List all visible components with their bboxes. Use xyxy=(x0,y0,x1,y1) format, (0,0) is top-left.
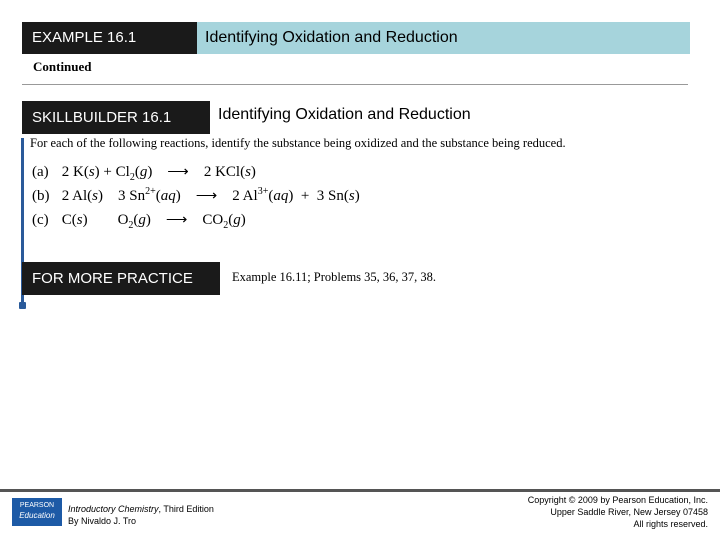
book-author: By Nivaldo J. Tro xyxy=(68,516,137,526)
pearson-logo xyxy=(12,498,62,526)
example-label: EXAMPLE 16.1 xyxy=(22,22,197,54)
reaction-a-label: (a) xyxy=(32,164,49,180)
logo-line1: PEARSON xyxy=(19,502,55,509)
copyright xyxy=(528,494,708,530)
book-edition: , Third Edition xyxy=(158,504,214,514)
skillbuilder-instruction: For each of the following reactions, identify the substance being oxidized and the substance being reduced. xyxy=(30,136,566,150)
book-title: Introductory Chemistry xyxy=(68,504,159,514)
reaction-c-label: (c) xyxy=(32,212,49,228)
reaction-a-equation: 2 $K(s) + Cl_2(g)$ ⟶ 2 KCl(s) xyxy=(61,164,256,183)
reaction-a xyxy=(32,162,256,183)
book-info xyxy=(68,503,214,527)
continued-label: Continued xyxy=(33,59,92,74)
example-title: Identifying Oxidation and Reduction xyxy=(197,22,690,54)
more-practice-label: FOR MORE PRACTICE xyxy=(22,262,220,295)
copyright-line1: Copyright © 2009 by Pearson Education, Inc. xyxy=(527,495,708,505)
copyright-line3: All rights reserved. xyxy=(633,519,708,529)
skillbuilder-title: Identifying Oxidation and Reduction xyxy=(218,106,471,123)
skillbuilder-label: SKILLBUILDER 16.1 xyxy=(22,101,210,134)
more-practice-text: Example 16.11; Problems 35, 36, 37, 38. xyxy=(232,270,437,284)
reaction-c xyxy=(32,210,246,231)
reaction-b xyxy=(32,186,360,205)
reaction-c-equation: C(s) $O_2(g)$ ⟶ $CO_2(g)$ xyxy=(61,212,246,231)
reaction-b-equation: 2 Al(s) 3 $Sn^{2+}(aq)$ ⟶ 2 $Al^{3+}(aq) + 3$ Sn(s) xyxy=(61,186,360,204)
logo-line2: Education xyxy=(19,511,55,520)
accent-bar-end xyxy=(19,302,26,309)
footer-divider xyxy=(0,489,720,492)
reaction-b-label: (b) xyxy=(32,188,50,204)
divider xyxy=(22,84,688,85)
copyright-line2: Upper Saddle River, New Jersey 07458 xyxy=(550,507,708,517)
